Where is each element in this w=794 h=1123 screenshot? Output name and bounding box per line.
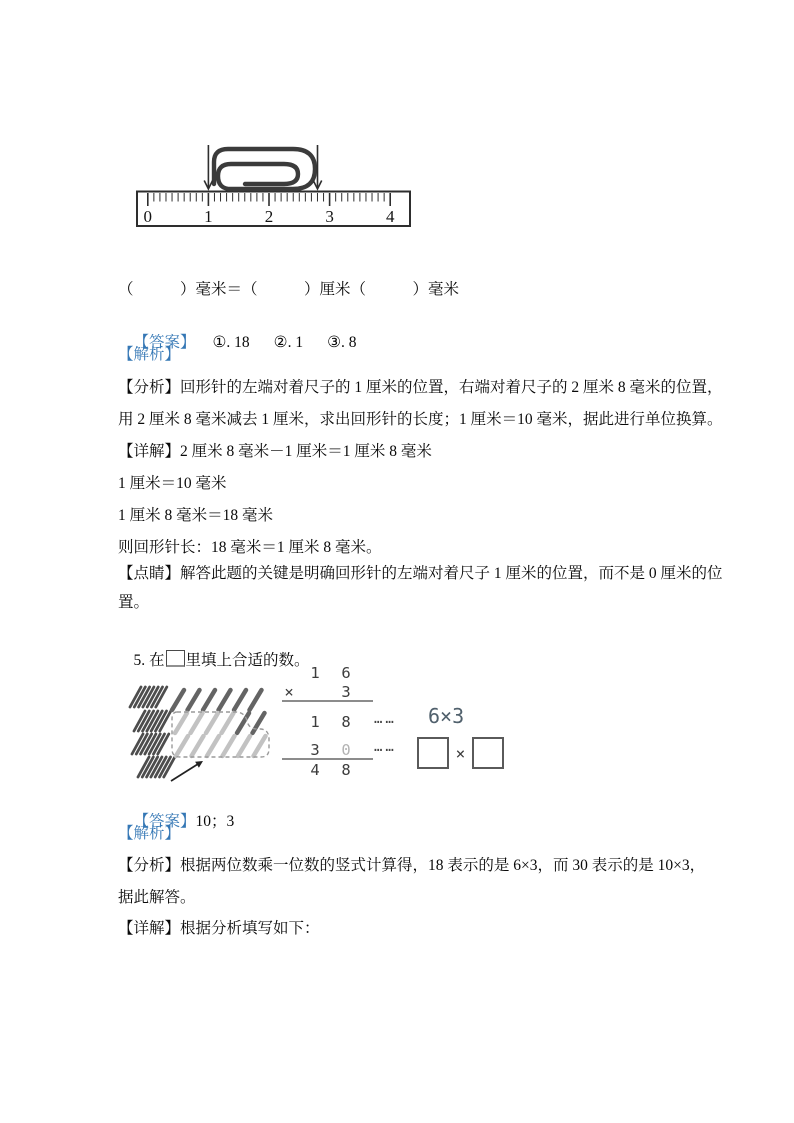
ruler-label-1: 1 [204, 207, 213, 226]
vertical-multiplication [282, 664, 373, 779]
arrow-down-left-icon [204, 145, 212, 189]
partial2-ones: 0 [341, 741, 351, 759]
q4-fenxi-line-1: 【分析】回形针的左端对着尺子的 1 厘米的位置，右端对着尺子的 2 厘米 8 毫米的位置， [118, 379, 723, 396]
multiplicand-ones: 6 [341, 664, 351, 682]
single-stick-light [207, 736, 219, 756]
partial1-note: 6×3 [428, 704, 465, 728]
paperclip-icon [214, 149, 315, 189]
q4-fenxi-line-2: 用 2 厘米 8 毫米减去 1 厘米，求出回形针的长度；1 厘米＝10 毫米，据此进行单位换算。 [118, 411, 723, 428]
multiplicand-tens: 1 [310, 664, 320, 682]
q4-dianjing-line-1: 【点睛】解答此题的关键是明确回形针的左端对着尺子 1 厘米的位置，而不是 0 厘米的位 [118, 565, 723, 582]
bundle-arrow-icon [171, 761, 203, 781]
partial1-ones: 8 [341, 713, 351, 731]
single-stick-dark [237, 713, 249, 733]
single-stick-light [254, 736, 266, 756]
partial2-tens: 3 [310, 741, 320, 759]
single-stick-light [176, 736, 188, 756]
box-operator: × [455, 744, 466, 763]
q5-fenxi-line-2: 据此解答。 [118, 889, 196, 906]
answer-box-1 [418, 738, 448, 768]
multiplier-digit: 3 [341, 683, 351, 701]
q4-xiangjie-line-2: 1 厘米＝10 毫米 [118, 475, 227, 492]
q5-xiangjie-line: 【详解】根据分析填写如下： [118, 920, 320, 937]
partial1-tens: 1 [310, 713, 320, 731]
ruler-label-0: 0 [143, 207, 153, 226]
ruler-label-2: 2 [264, 207, 274, 226]
q4-dianjing-line-2: 置。 [118, 594, 150, 611]
single-stick-dark [234, 690, 246, 710]
ruler-label-4: 4 [385, 207, 395, 226]
q4-xiangjie-line-4: 则回形针长：18 毫米＝1 厘米 8 毫米。 [118, 539, 382, 556]
single-stick-dark [250, 690, 262, 710]
single-stick-light [191, 713, 203, 733]
single-stick-dark [203, 690, 215, 710]
multiply-operator: × [284, 683, 294, 701]
answer-item-2: ②. 1 [273, 334, 304, 351]
answer-box-2 [473, 738, 503, 768]
single-stick-dark [188, 690, 200, 710]
single-stick-light [192, 736, 204, 756]
result-tens: 4 [310, 761, 320, 779]
result-ones: 8 [341, 761, 351, 779]
q4-xiangjie-line-1: 【详解】2 厘米 8 毫米－1 厘米＝1 厘米 8 毫米 [118, 443, 432, 460]
ruler-figure [130, 142, 415, 228]
single-stick-light [222, 713, 234, 733]
sticks-multiplication-figure [115, 660, 515, 792]
single-stick-light [238, 736, 250, 756]
q4-jiexi-label: 【解析】 [118, 346, 181, 363]
answer-label: 【答案】 [133, 813, 196, 830]
answer-label: 【答案】 [133, 334, 196, 351]
single-stick-light [175, 713, 187, 733]
dots-leader-2: …… [374, 739, 397, 755]
q5-answer-text: 10；3 [195, 813, 235, 830]
single-stick-light [223, 736, 235, 756]
q5-prefix: 5. 在 [133, 652, 165, 669]
q5-suffix: 里填上合适的数。 [185, 652, 310, 669]
single-stick-dark [219, 690, 231, 710]
q4-fill-blank-line: （ ）毫米＝（ ）厘米（ ）毫米 [118, 281, 460, 298]
single-stick-dark [172, 690, 184, 710]
answer-item-3: ③. 8 [327, 334, 357, 351]
q4-xiangjie-line-3: 1 厘米 8 毫米＝18 毫米 [118, 507, 274, 524]
q5-fenxi-line-1: 【分析】根据两位数乘一位数的竖式计算得，18 表示的是 6×3，而 30 表示的是 10×3， [118, 857, 706, 874]
answer-item-1: ①. 18 [212, 334, 250, 351]
single-stick-light [206, 713, 218, 733]
dots-leader-1: …… [374, 711, 397, 727]
ruler-label-3: 3 [325, 207, 334, 226]
q5-jiexi-label: 【解析】 [118, 825, 181, 842]
